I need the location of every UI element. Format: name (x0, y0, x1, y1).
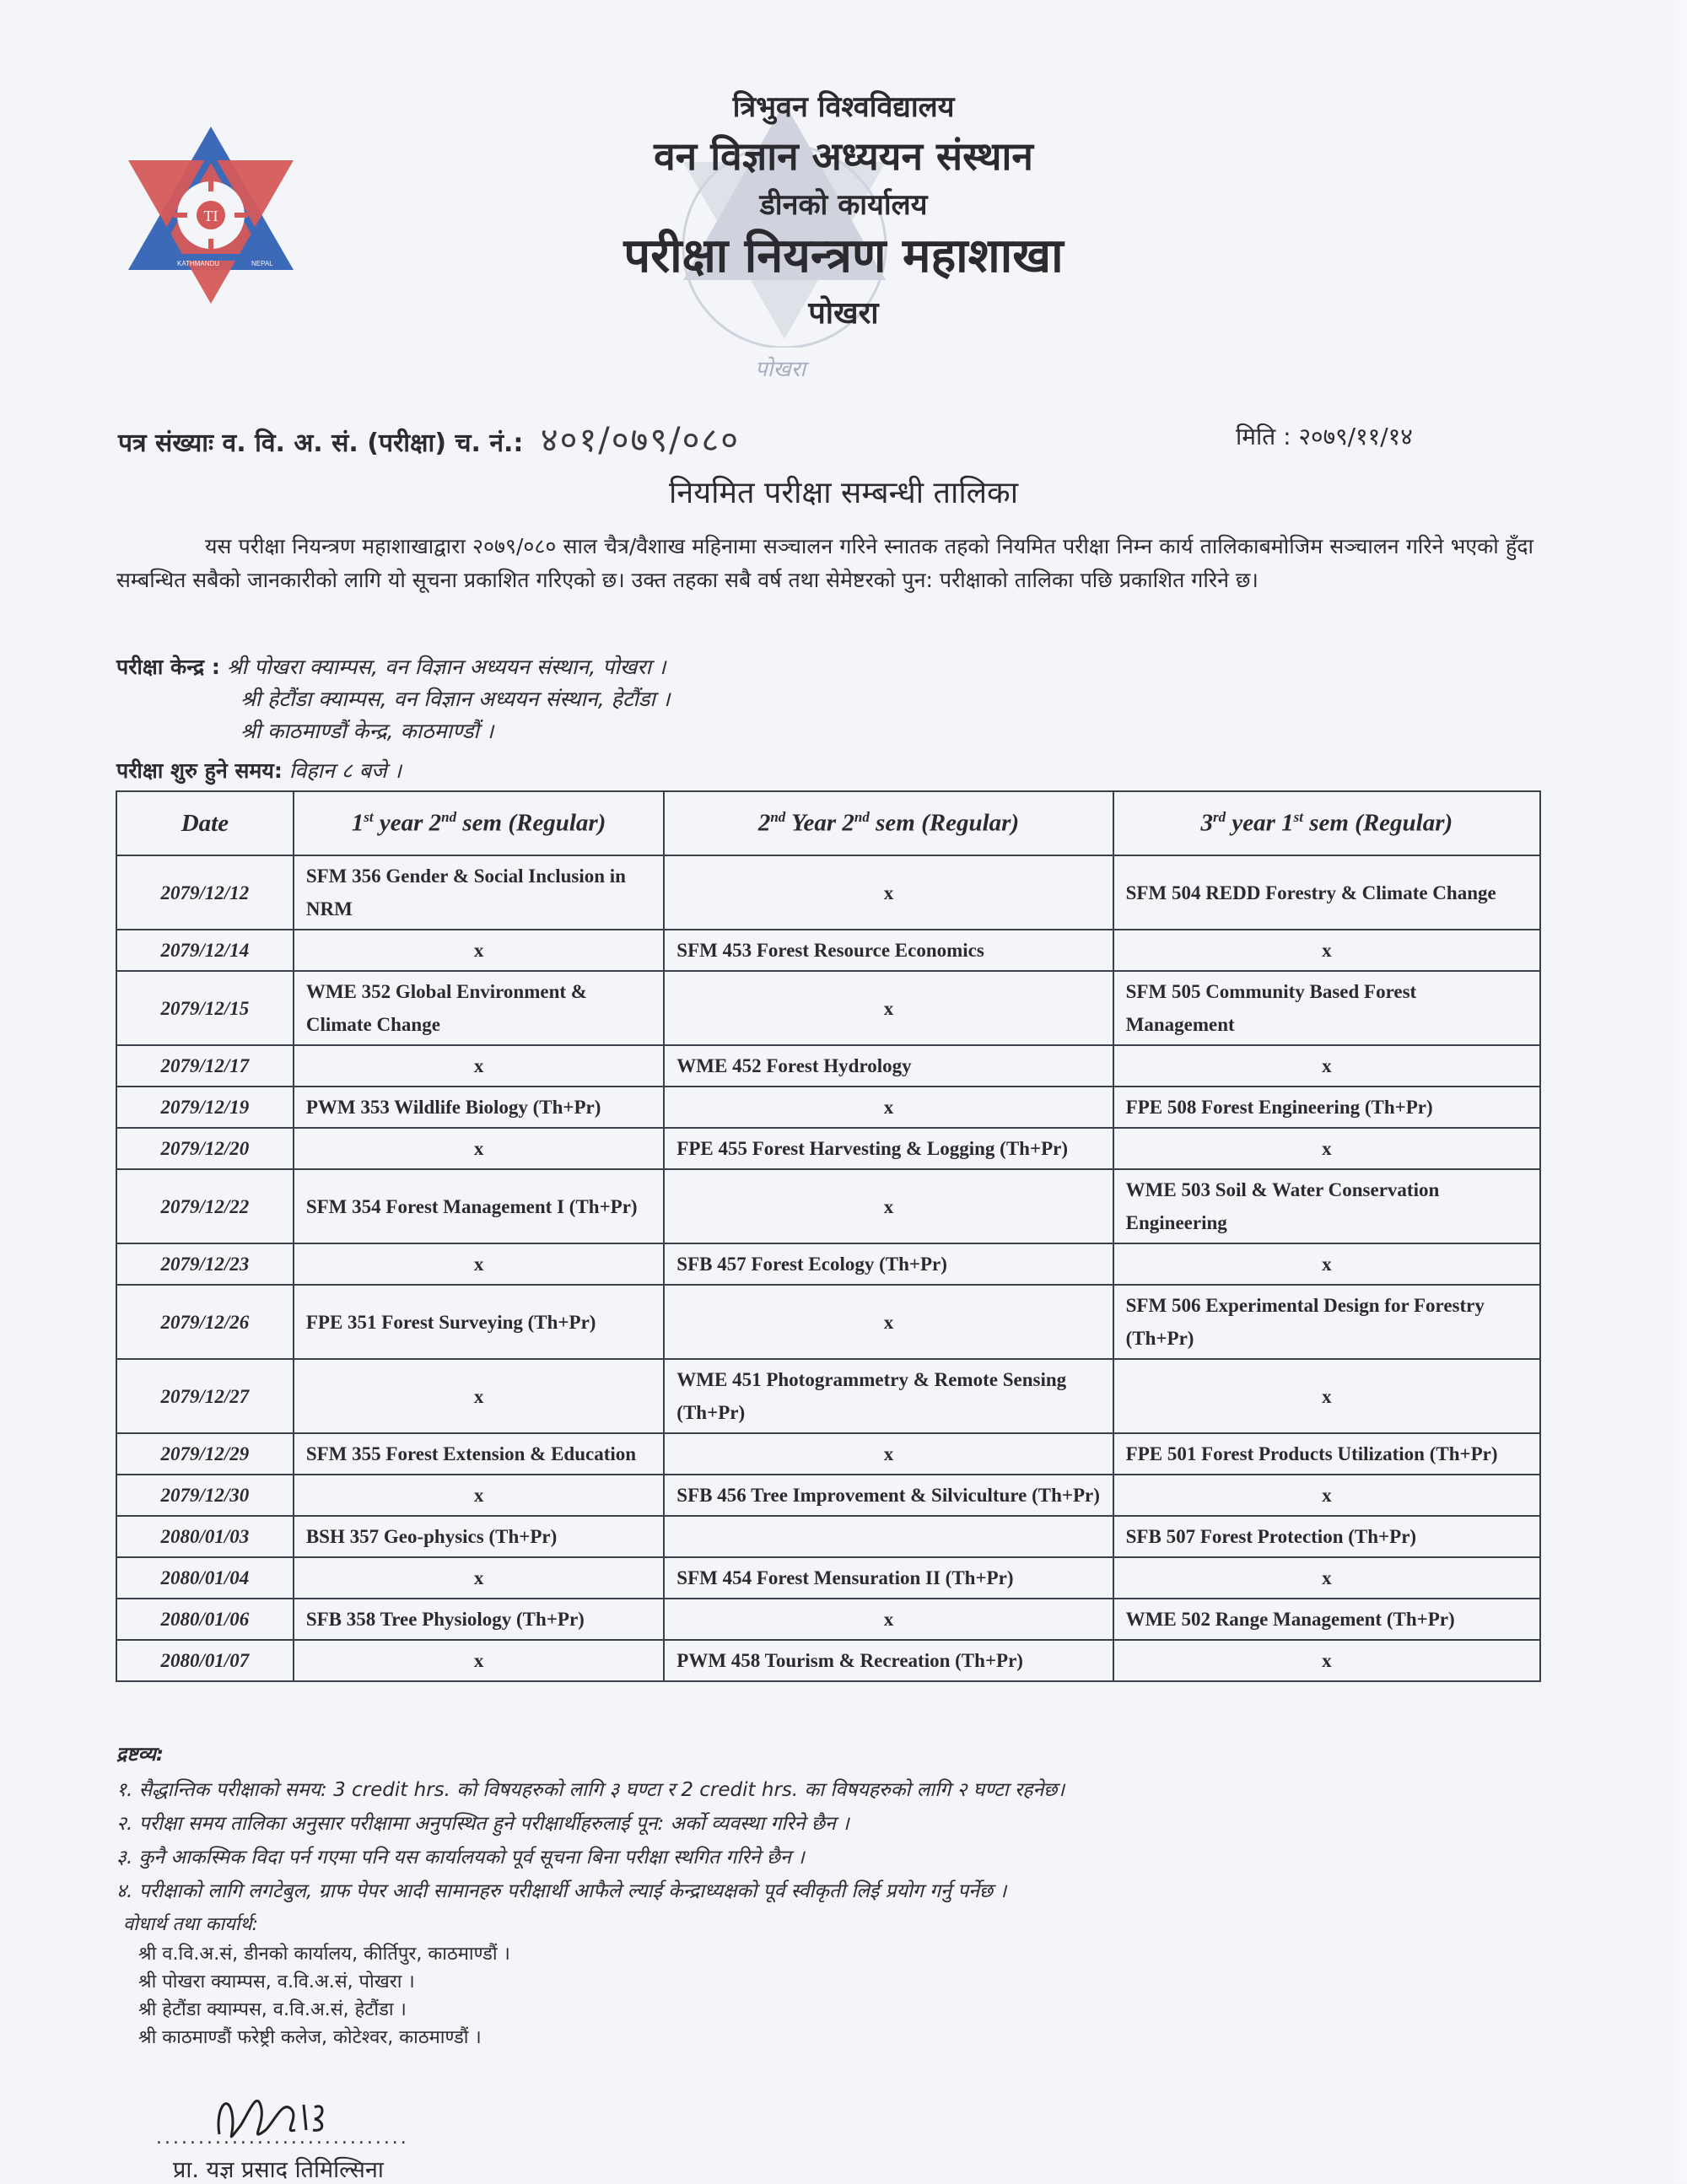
year1-cell: x (294, 1557, 664, 1599)
exam-start-time (116, 756, 402, 785)
start-time-label: परीक्षा शुरु हुने समय: (116, 758, 283, 783)
table-row (116, 1359, 1540, 1433)
year2-cell: FPE 455 Forest Harvesting & Logging (Th+Pr) (664, 1128, 1113, 1169)
year3-cell: SFM 506 Experimental Design for Forestry (Th+Pr) (1113, 1285, 1540, 1359)
cc-section (123, 1911, 510, 2052)
year3-cell: FPE 508 Forest Engineering (Th+Pr) (1113, 1087, 1540, 1128)
table-row (116, 1243, 1540, 1285)
year3-cell: x (1113, 1475, 1540, 1516)
year3-cell: x (1113, 1640, 1540, 1681)
year1-cell: PWM 353 Wildlife Biology (Th+Pr) (294, 1087, 664, 1128)
header-date: Date (116, 791, 294, 855)
letterhead (523, 90, 1164, 331)
year2-cell: SFB 457 Forest Ecology (Th+Pr) (664, 1243, 1113, 1285)
year2-cell: x (664, 1285, 1113, 1359)
year1-cell: SFB 358 Tree Physiology (Th+Pr) (294, 1599, 664, 1640)
table-row (116, 1599, 1540, 1640)
year2-cell: x (664, 855, 1113, 930)
header-year1: 1st year 2nd sem (Regular) (294, 791, 664, 855)
year3-cell: WME 502 Range Management (Th+Pr) (1113, 1599, 1540, 1640)
year3-cell: x (1113, 1045, 1540, 1087)
table-row (116, 1433, 1540, 1475)
table-row (116, 1169, 1540, 1243)
year2-cell: SFM 453 Forest Resource Economics (664, 930, 1113, 971)
year3-cell: SFB 507 Forest Protection (Th+Pr) (1113, 1516, 1540, 1557)
university-name: त्रिभुवन विश्वविद्यालय (732, 90, 955, 124)
division-name: परीक्षा नियन्त्रण महाशाखा (623, 229, 1064, 283)
year3-cell: x (1113, 1128, 1540, 1169)
intro-paragraph: यस परीक्षा नियन्त्रण महाशाखाद्वारा २०७९/०८० साल चैत्र/वैशाख महिनामा सञ्चालन गरिने स्नातक तहको नियमित परीक्षा निम्न कार्य तालिकाबमोजिम सञ्चालन गरिने भएको हुँदा सम्बन्धित सबैको जानकारीको लागि यो सूचना प्रकाशित गरिएको छ। उक्त तहका सबै वर्ष तथा सेमेष्टरको पुन: परीक्षाको तालिका पछि प्रकाशित गरिने छ। (116, 534, 1533, 592)
year2-cell (664, 1516, 1113, 1557)
cc-item: श्री काठमाण्डौं फरेष्ट्री कलेज, कोटेश्वर, काठमाण्डौं । (138, 2027, 482, 2048)
cc-item: श्री व.वि.अ.सं, डीनको कार्यालय, कीर्तिपुर, काठमाण्डौं । (138, 1944, 510, 1965)
year3-cell: SFM 505 Community Based Forest Management (1113, 971, 1540, 1045)
signature-line: .............................. (156, 2127, 409, 2149)
table-row (116, 1285, 1540, 1359)
exam-center-item: श्री काठमाण्डौं केन्द्र, काठमाण्डौं । (240, 719, 494, 743)
table-header-row (116, 791, 1540, 855)
year2-cell: WME 452 Forest Hydrology (664, 1045, 1113, 1087)
year1-cell: x (294, 1475, 664, 1516)
year2-cell: x (664, 1087, 1113, 1128)
year2-cell: x (664, 971, 1113, 1045)
year3-cell: WME 503 Soil & Water Conservation Engineering (1113, 1169, 1540, 1243)
date-cell: 2079/12/20 (116, 1128, 294, 1169)
date-cell: 2079/12/17 (116, 1045, 294, 1087)
table-row (116, 1475, 1540, 1516)
year2-cell: x (664, 1169, 1113, 1243)
note-item: २. परीक्षा समय तालिका अनुसार परीक्षामा अनुपस्थित हुने परीक्षार्थीहरुलाई पून: अर्को व्यवस्था गरिने छैन । (116, 1813, 849, 1835)
year3-cell: x (1113, 1359, 1540, 1433)
exam-schedule-table (116, 790, 1541, 1682)
header-year3: 3rd year 1st sem (Regular) (1113, 791, 1540, 855)
office-name: डीनको कार्यालय (759, 188, 928, 222)
note-item: ३. कुनै आकस्मिक विदा पर्न गएमा पनि यस कार्यालयको पूर्व सूचना बिना परीक्षा स्थगित गरिने छैन । (116, 1847, 805, 1869)
date-cell: 2079/12/27 (116, 1359, 294, 1433)
note-item: ४. परीक्षाको लागि लगटेबुल, ग्राफ पेपर आदी सामानहरु परीक्षार्थी आफैले ल्याई केन्द्राध्यक्षको पूर्व स्वीकृती लिई प्रयोग गर्नु पर्नेछ । (116, 1880, 1007, 1902)
table-row (116, 1087, 1540, 1128)
exam-center-item: श्री पोखरा क्याम्पस, वन विज्ञान अध्ययन संस्थान, पोखरा । (226, 655, 666, 679)
exam-center-item: श्री हेटौंडा क्याम्पस, वन विज्ञान अध्ययन संस्थान, हेटौंडा । (240, 687, 671, 711)
date-cell: 2079/12/30 (116, 1475, 294, 1516)
year1-cell: WME 352 Global Environment & Climate Change (294, 971, 664, 1045)
date-cell: 2079/12/29 (116, 1433, 294, 1475)
year1-cell: SFM 356 Gender & Social Inclusion in NRM (294, 855, 664, 930)
year3-cell: x (1113, 930, 1540, 971)
date-cell: 2079/12/14 (116, 930, 294, 971)
start-time-value: विहान ८ बजे । (288, 758, 402, 783)
notes-heading: द्रष्टव्य: (116, 1744, 164, 1766)
notes-section (116, 1738, 1064, 1908)
date-cell: 2079/12/26 (116, 1285, 294, 1359)
stamp-text: पोखरा (755, 357, 806, 382)
year1-cell: SFM 355 Forest Extension & Education (294, 1433, 664, 1475)
date-cell: 2079/12/22 (116, 1169, 294, 1243)
year1-cell: SFM 354 Forest Management I (Th+Pr) (294, 1169, 664, 1243)
date-cell: 2080/01/06 (116, 1599, 294, 1640)
year1-cell: x (294, 1640, 664, 1681)
svg-text:TI: TI (203, 208, 218, 224)
table-row (116, 1516, 1540, 1557)
year1-cell: BSH 357 Geo-physics (Th+Pr) (294, 1516, 664, 1557)
year2-cell: SFB 456 Tree Improvement & Silviculture (Th+Pr) (664, 1475, 1113, 1516)
signer-name: प्रा. यज्ञ प्रसाद तिमिल्सिना (173, 2157, 384, 2183)
date-cell: 2079/12/15 (116, 971, 294, 1045)
year1-cell: FPE 351 Forest Surveying (Th+Pr) (294, 1285, 664, 1359)
reference-number: ४०१/०७९/०८० (540, 421, 741, 460)
location-name: पोखरा (808, 296, 879, 331)
cc-item: श्री हेटौंडा क्याम्पस, व.वि.अ.सं, हेटौंडा । (138, 1999, 407, 2020)
table-row (116, 855, 1540, 930)
header-year2: 2nd Year 2nd sem (Regular) (664, 791, 1113, 855)
exam-centers-label: परीक्षा केन्द्र : (116, 655, 220, 679)
reference-line (118, 415, 740, 461)
table-row (116, 1557, 1540, 1599)
page-edge (1668, 0, 1687, 2183)
year3-cell: x (1113, 1557, 1540, 1599)
year2-cell: x (664, 1433, 1113, 1475)
year1-cell: x (294, 930, 664, 971)
year2-cell: WME 451 Photogrammetry & Remote Sensing (Th+Pr) (664, 1359, 1113, 1433)
table-row (116, 1045, 1540, 1087)
table-row (116, 1640, 1540, 1681)
reference-label: पत्र संख्याः व. वि. अ. सं. (परीक्षा) च. नं.: (118, 429, 524, 458)
document-date: मिति : २०७९/११/१४ (1236, 423, 1413, 450)
table-row (116, 1128, 1540, 1169)
date-cell: 2079/12/23 (116, 1243, 294, 1285)
year1-cell: x (294, 1128, 664, 1169)
date-cell: 2080/01/03 (116, 1516, 294, 1557)
cc-heading: वोधार्थ तथा कार्यार्थ: (123, 1914, 259, 1935)
svg-text:KATHMANDU: KATHMANDU (177, 260, 220, 267)
table-row (116, 930, 1540, 971)
date-cell: 2080/01/07 (116, 1640, 294, 1681)
year3-cell: x (1113, 1243, 1540, 1285)
document-title: नियमित परीक्षा सम्बन्धी तालिका (668, 476, 1019, 510)
institute-name: वन विज्ञान अध्ययन संस्थान (654, 133, 1033, 179)
year2-cell: PWM 458 Tourism & Recreation (Th+Pr) (664, 1640, 1113, 1681)
year3-cell: FPE 501 Forest Products Utilization (Th+Pr) (1113, 1433, 1540, 1475)
year1-cell: x (294, 1243, 664, 1285)
year2-cell: x (664, 1599, 1113, 1640)
table-row (116, 971, 1540, 1045)
year3-cell: SFM 504 REDD Forestry & Climate Change (1113, 855, 1540, 930)
year1-cell: x (294, 1045, 664, 1087)
note-item: १. सैद्धान्तिक परीक्षाको समय: 3 credit hrs. को विषयहरुको लागि ३ घण्टा र 2 credit hrs. का विषयहरुको लागि २ घण्टा रहनेछ। (116, 1779, 1065, 1801)
year2-cell: SFM 454 Forest Mensuration II (Th+Pr) (664, 1557, 1113, 1599)
cc-item: श्री पोखरा क्याम्पस, व.वि.अ.सं, पोखरा । (138, 1971, 415, 1993)
date-cell: 2080/01/04 (116, 1557, 294, 1599)
exam-centers (116, 651, 670, 747)
svg-text:NEPAL: NEPAL (251, 260, 273, 267)
date-cell: 2079/12/19 (116, 1087, 294, 1128)
year1-cell: x (294, 1359, 664, 1433)
university-logo-icon (125, 122, 298, 308)
date-cell: 2079/12/12 (116, 855, 294, 930)
